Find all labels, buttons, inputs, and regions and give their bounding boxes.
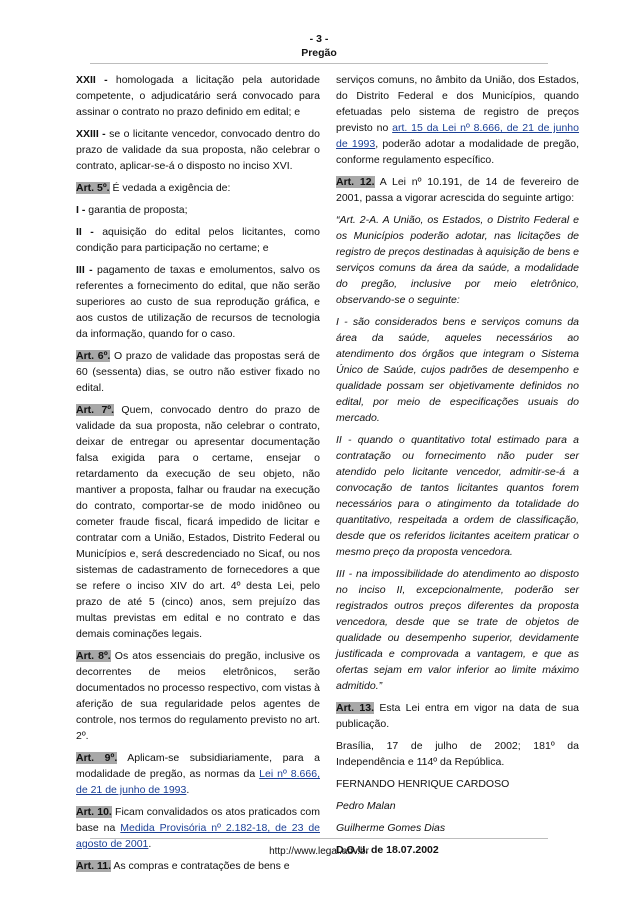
article-2a-quote: “Art. 2-A. A União, os Estados, o Distrito Federal e os Municípios poderão adotar, nas licitações de registro de preços destinadas à aquisição de bens e serviços comuns da área da saúde, a modalidade do pregão, inclusive por meio eletrônico, observando-se o seguinte: xyxy=(336,214,579,306)
inciso-i xyxy=(76,202,320,218)
inciso-text: homologada a licitação pela autoridade competente, o adjudicatário será convocado para assinar o contrato no prazo definido em edital; e xyxy=(76,74,320,118)
inciso-label: III - xyxy=(76,264,93,276)
inciso-ii xyxy=(76,224,320,256)
article-label: Art. 12. xyxy=(336,176,375,188)
article-text: As compras e contratações de bens e xyxy=(111,860,290,872)
inciso-label: XXIII - xyxy=(76,128,106,140)
inciso-xxiii xyxy=(76,126,320,174)
medida-provisoria-link[interactable]: Medida Provisória nº 2.182-18, de 23 de agosto de 2001 xyxy=(76,822,320,850)
article-label: Art. 8º. xyxy=(76,650,111,662)
inciso-iii xyxy=(76,262,320,342)
inciso-label: II - xyxy=(76,226,94,238)
left-column xyxy=(76,72,320,880)
article-label: Art. 5º. xyxy=(76,182,110,194)
inciso-label: XXII - xyxy=(76,74,108,86)
article-text: Esta Lei entra em vigor na data de sua publicação. xyxy=(336,702,579,730)
inciso-text: pagamento de taxas e emolumentos, salvo os referentes a fornecimento do edital, que não serão superiores ao custo de sua reprodução gráfica, e aos custos de utilização de recursos de tecnologia da informação, quando for o caso. xyxy=(76,264,320,340)
article-text: Aplicam-se subsidiariamente, para a modalidade de pregão, as normas da xyxy=(76,752,321,780)
article-10 xyxy=(76,804,320,852)
inciso-xxii xyxy=(76,72,320,120)
minister-signature: Guilherme Gomes Dias xyxy=(336,822,446,834)
article-label: Art. 11. xyxy=(76,860,112,872)
article-text: Os atos essenciais do pregão, inclusive os decorrentes de meios eletrônicos, serão documentados no processo respectivo, com vistas à aferição de sua regularidade pelos agentes de controle, nos termos do regulamento previsto no art. 2º. xyxy=(76,650,321,742)
article-label: Art. 13. xyxy=(336,702,375,714)
article-7 xyxy=(76,402,320,642)
inciso-text: garantia de proposta; xyxy=(85,204,188,216)
inciso-text: se o licitante vencedor, convocado dentro do prazo de validade da sua proposta, não celebrar o contrato, aplicar-se-á o disposto no inciso XVI. xyxy=(76,128,320,172)
article-text: Ficam convalidados os atos praticados com base na xyxy=(76,806,320,834)
article-text: Quem, convocado dentro do prazo de validade da sua proposta, não celebrar o contrato, deixar de entregar ou apresentar documentação falsa exigida para o certame, ensejar o retardamento da execução de seu objeto, não mantiver a proposta, falhar ou fraudar na execução do contrato, comportar-se de modo inidôneo ou cometer fraude fiscal, ficará impedido de licitar e contratar com a União, Estados, Distrito Federal ou Municípios e, será descredenciado no Sicaf, ou nos sistemas de cadastramento de fornecedores a que se refere o inciso XIV do art. 4º desta Lei, pelo prazo de até 5 (cinco) anos, sem prejuízo das multas previstas em edital e no contrato e das demais cominações legais. xyxy=(76,404,321,640)
minister-signature: Pedro Malan xyxy=(336,800,396,812)
article-8 xyxy=(76,648,320,744)
article-9 xyxy=(76,750,320,798)
publication-reference: D.O.U. de 18.07.2002 xyxy=(336,844,439,856)
art-15-lei-8666-link[interactable]: art. 15 da Lei nº 8.666, de 21 de junho de 1993 xyxy=(336,122,579,150)
article-text-end: . xyxy=(186,784,190,796)
article-text-end: , poderão adotar a modalidade de pregão, conforme regulamento específico. xyxy=(336,138,579,166)
article-label: Art. 6º. xyxy=(76,350,111,362)
article-text: É vedada a exigência de: xyxy=(109,182,231,194)
place-and-date: Brasília, 17 de julho de 2002; 181º da Independência e 114º da República. xyxy=(336,740,579,768)
quote-inciso-i: I - são considerados bens e serviços comuns da área da saúde, aqueles necessários ao atendimento dos órgãos que integram o Sistema Único de Saúde, cujos padrões de desempenho e qualidade possam ser objetivamente definidos no edital, por meio de especificações usuais do mercado. xyxy=(336,316,579,424)
article-label: Art. 10. xyxy=(76,806,112,818)
right-column xyxy=(336,72,579,864)
quote-inciso-ii: II - quando o quantitativo total estimado para a contratação ou fornecimento não puder ser atendido pelo licitante vencedor, admitir-se-á a convocação de tantos licitantes quantos forem necessários para o atingimento da totalidade do quantitativo, respeitada a ordem de classificação, desde que os referidos licitantes aceitem praticar o mesmo preço da proposta vencedora. xyxy=(336,434,579,558)
article-11 xyxy=(76,858,320,874)
article-text-end: . xyxy=(148,838,152,850)
article-label: Art. 7º. xyxy=(76,404,115,416)
article-label: Art. 9º. xyxy=(76,752,118,764)
article-5 xyxy=(76,180,320,196)
inciso-label: I - xyxy=(76,204,86,216)
page-number: - 3 - xyxy=(309,33,329,45)
header-divider xyxy=(90,63,548,64)
article-6 xyxy=(76,348,320,396)
inciso-text: aquisição do edital pelos licitantes, como condição para participação no certame; e xyxy=(76,226,320,254)
article-text: O prazo de validade das propostas será de 60 (sessenta) dias, se outro não estiver fixado no edital. xyxy=(76,350,320,394)
article-text: serviços comuns, no âmbito da União, dos Estados, do Distrito Federal e dos Municípios, quando efetuadas pelo sistema de registro de preços previsto no xyxy=(336,74,579,134)
footer-divider xyxy=(90,838,548,839)
footer-url[interactable]: http://www.legal.adv.br xyxy=(269,846,369,857)
quote-inciso-iii: III - na impossibilidade do atendimento ao disposto no inciso II, excepcionalmente, poderão ser registrados outros preços diferentes da proposta vencedora, desde que se trate de objetos de qualidade ou desempenho superior, devidamente justificada e comprovada a vantagem, e que as ofertas sejam em valor inferior ao limite máximo admitido.” xyxy=(336,568,579,692)
page-title: Pregão xyxy=(301,47,337,59)
article-11-continued xyxy=(336,72,579,168)
president-signature: FERNANDO HENRIQUE CARDOSO xyxy=(336,778,510,790)
article-text: A Lei nº 10.191, de 14 de fevereiro de 2001, passa a vigorar acrescida do seguinte artigo: xyxy=(336,176,579,204)
lei-8666-link[interactable]: Lei nº 8.666, de 21 de junho de 1993 xyxy=(76,768,320,796)
article-12 xyxy=(336,174,579,206)
article-13 xyxy=(336,700,579,732)
